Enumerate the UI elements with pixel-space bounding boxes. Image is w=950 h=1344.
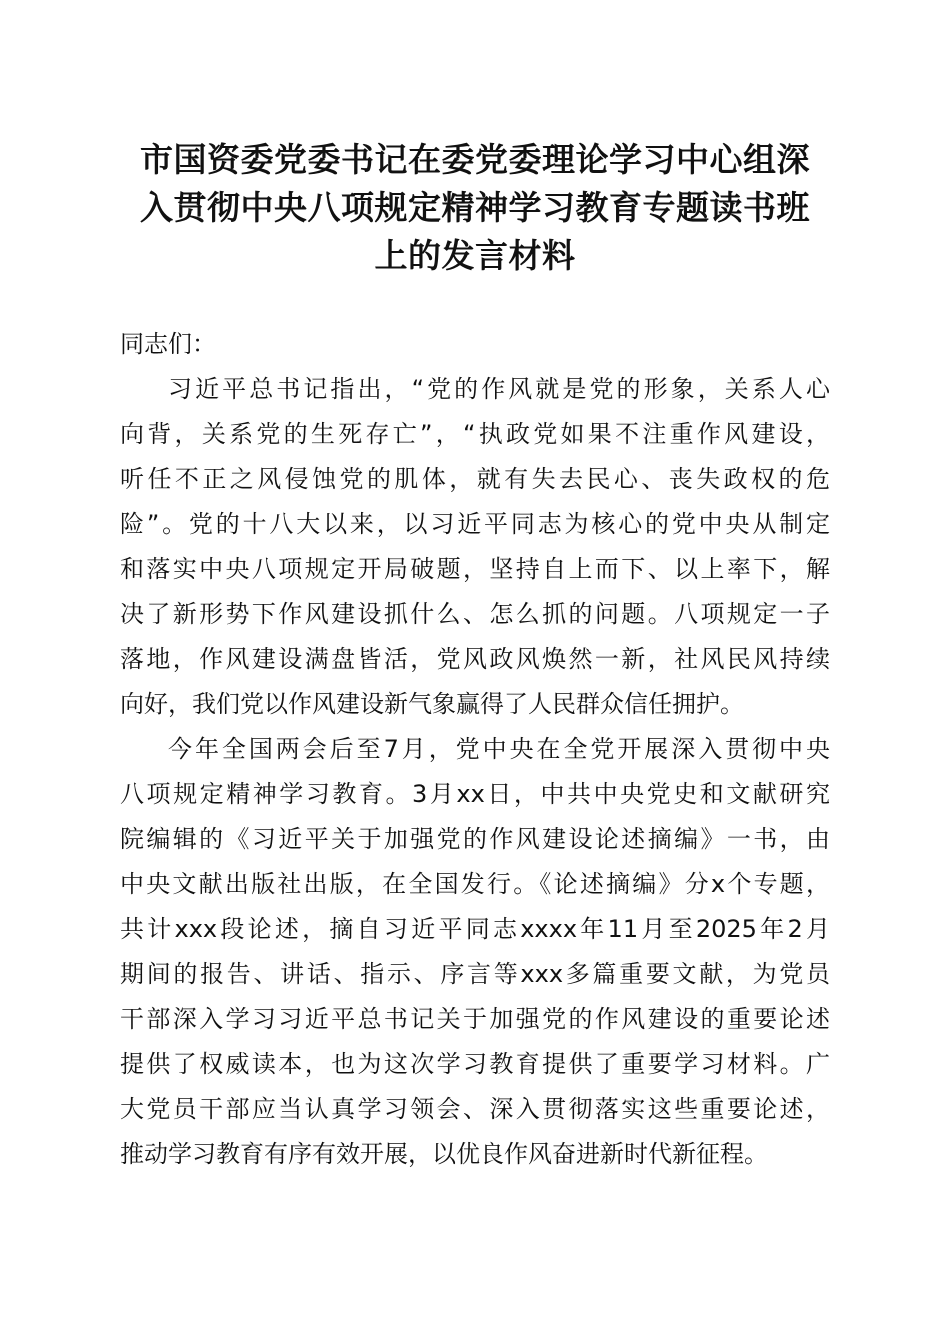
title-line: 市国资委党委书记在委党委理论学习中心组深 — [140, 140, 810, 179]
text-line: 险”。党的十八大以来，以习近平同志为核心的党中央从制定 — [120, 510, 830, 538]
text-line: 共计xxx段论述，摘自习近平同志xxxx年11月至2025年2月 — [120, 915, 830, 943]
text-line: 大党员干部应当认真学习领会、深入贯彻落实这些重要论述， — [120, 1095, 830, 1123]
text-line: 推动学习教育有序有效开展，以优良作风奋进新时代新征程。 — [120, 1140, 768, 1168]
text-line: 院编辑的《习近平关于加强党的作风建设论述摘编》一书，由 — [120, 825, 830, 853]
text-line: 向背，关系党的生死存亡”，“执政党如果不注重作风建设， — [120, 420, 830, 448]
title-line: 上的发言材料 — [374, 236, 576, 275]
title-line: 入贯彻中央八项规定精神学习教育专题读书班 — [140, 188, 810, 227]
text-line: 落地，作风建设满盘皆活，党风政风焕然一新，社风民风持续 — [120, 645, 830, 673]
document-body — [120, 322, 830, 1177]
text-line: 期间的报告、讲话、指示、序言等xxx多篇重要文献，为党员 — [120, 960, 830, 988]
salutation: 同志们： — [120, 330, 216, 358]
document-title — [110, 136, 840, 280]
paragraph-1 — [120, 367, 830, 727]
paragraph-2 — [120, 727, 830, 1177]
text-line: 提供了权威读本，也为这次学习教育提供了重要学习材料。广 — [120, 1050, 830, 1078]
text-line: 八项规定精神学习教育。3月xx日，中共中央党史和文献研究 — [120, 780, 830, 808]
text-line: 中央文献出版社出版，在全国发行。《论述摘编》分x个专题， — [120, 870, 830, 898]
text-line: 听任不正之风侵蚀党的肌体，就有失去民心、丧失政权的危 — [120, 465, 830, 493]
text-line: 向好，我们党以作风建设新气象赢得了人民群众信任拥护。 — [120, 690, 744, 718]
text-line: 今年全国两会后至7月，党中央在全党开展深入贯彻中央 — [168, 735, 830, 763]
text-line: 干部深入学习习近平总书记关于加强党的作风建设的重要论述 — [120, 1005, 830, 1033]
text-line: 习近平总书记指出，“党的作风就是党的形象，关系人心 — [168, 375, 830, 403]
text-line: 和落实中央八项规定开局破题，坚持自上而下、以上率下，解 — [120, 555, 830, 583]
text-line: 决了新形势下作风建设抓什么、怎么抓的问题。八项规定一子 — [120, 600, 830, 628]
